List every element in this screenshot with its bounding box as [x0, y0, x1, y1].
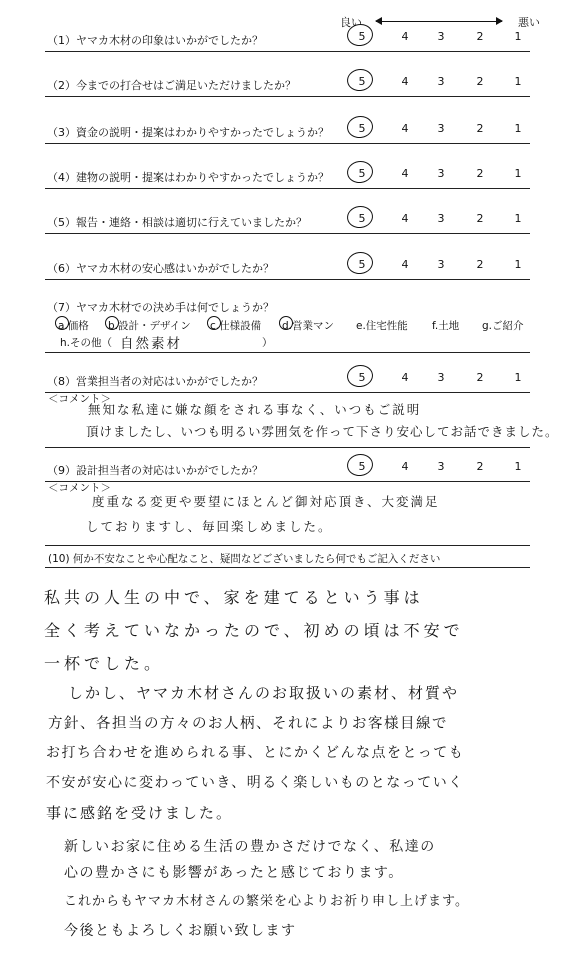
rating-2[interactable]: 2: [476, 371, 484, 384]
rating-5[interactable]: 5: [358, 371, 366, 384]
rating-4[interactable]: 4: [401, 371, 409, 384]
question-text: （7）ヤマカ木材での決め手は何でしょうか？: [47, 301, 274, 314]
comment-line: しておりますし、毎回楽しめました。: [86, 519, 333, 534]
rating-3[interactable]: 3: [437, 167, 445, 180]
option-price[interactable]: a.価格: [58, 318, 89, 333]
rating-2[interactable]: 2: [476, 258, 484, 271]
selected-circle-mark: [55, 316, 69, 330]
rating-3[interactable]: 3: [437, 212, 445, 225]
question-text: （5）報告・連絡・相談は適切に行えていましたか？: [47, 216, 307, 229]
answer-line: お打ち合わせを進められる事、とにかくどんな点をとっても: [46, 745, 465, 761]
rating-1[interactable]: 1: [514, 122, 522, 135]
comment-line: 無知な私達に嫌な顔をされる事なく、いつもご説明: [88, 402, 422, 417]
comment-line: 頂けましたし、いつも明るい雰囲気を作って下さり安心してお話できました。: [86, 424, 559, 439]
rating-1[interactable]: 1: [514, 212, 522, 225]
rating-4[interactable]: 4: [401, 460, 409, 473]
rating-4[interactable]: 4: [401, 122, 409, 135]
selected-circle-mark: [105, 316, 119, 330]
rating-5[interactable]: 5: [358, 75, 366, 88]
rating-2[interactable]: 2: [476, 122, 484, 135]
answer-line: しかし、ヤマカ木材さんのお取扱いの素材、材質や: [68, 684, 460, 702]
question-text: （6）ヤマカ木材の安心感はいかがでしたか？: [47, 262, 274, 275]
rating-1[interactable]: 1: [514, 30, 522, 43]
option-design[interactable]: b.設計・デザイン: [108, 318, 191, 333]
rating-4[interactable]: 4: [401, 75, 409, 88]
rating-5[interactable]: 5: [358, 258, 366, 271]
answer-line: 不安が安心に変わっていき、明るく楽しいものとなっていく: [46, 775, 464, 791]
question-text: （8）営業担当者の対応はいかがでしたか？: [47, 375, 263, 388]
rating-1[interactable]: 1: [514, 75, 522, 88]
rating-3[interactable]: 3: [437, 122, 445, 135]
comment-line: 度重なる変更や要望にほとんど御対応頂き、大変満足: [92, 494, 440, 509]
question-text: (10) 何か不安なことや心配なこと、疑問などございましたら何でもご記入ください: [48, 553, 441, 565]
rating-2[interactable]: 2: [476, 75, 484, 88]
rating-4[interactable]: 4: [401, 167, 409, 180]
comment-label: ＜コメント＞: [48, 393, 111, 405]
option-specs[interactable]: c.仕様設備: [210, 318, 261, 333]
question-row: [45, 297, 530, 315]
rating-4[interactable]: 4: [401, 258, 409, 271]
rating-1[interactable]: 1: [514, 460, 522, 473]
question-row: [45, 30, 530, 52]
answer-line: 全く考えていなかったので、初めの頃は不安で: [44, 621, 464, 640]
question-row: [45, 122, 530, 144]
rating-5[interactable]: 5: [358, 167, 366, 180]
selected-circle-mark: [279, 316, 293, 330]
option-other-label: h.その他（: [60, 337, 112, 349]
option-sales[interactable]: d.営業マン: [282, 318, 334, 333]
question-text: （9）設計担当者の対応はいかがでしたか？: [47, 464, 263, 477]
rating-1[interactable]: 1: [514, 258, 522, 271]
rating-2[interactable]: 2: [476, 30, 484, 43]
rating-2[interactable]: 2: [476, 460, 484, 473]
answer-line: 一杯でした。: [44, 654, 165, 673]
answer-line: これからもヤマカ木材さんの繁栄を心よりお祈り申し上げます。: [64, 894, 469, 909]
rating-3[interactable]: 3: [437, 30, 445, 43]
question-row: [45, 258, 530, 280]
question-text: （3）資金の説明・提案はわかりやすかったでしょうか？: [47, 126, 329, 139]
rating-1[interactable]: 1: [514, 167, 522, 180]
answer-line: 新しいお家に住める生活の豊かさだけでなく、私達の: [64, 839, 436, 855]
rating-5[interactable]: 5: [358, 30, 366, 43]
answer-line: 私共の人生の中で、家を建てるという事は: [44, 588, 424, 607]
double-arrow-icon: [376, 21, 502, 22]
question-text: （4）建物の説明・提案はわかりやすかったでしょうか？: [47, 171, 329, 184]
rating-5[interactable]: 5: [358, 122, 366, 135]
option-other-value: 自然素材: [120, 336, 182, 352]
question-row: [45, 371, 530, 393]
answer-line: 事に感銘を受けました。: [46, 804, 234, 822]
rating-1[interactable]: 1: [514, 371, 522, 384]
question-row: [45, 75, 530, 97]
rating-5[interactable]: 5: [358, 212, 366, 225]
answer-line: 心の豊かさにも影響があったと感じております。: [64, 865, 404, 881]
rating-3[interactable]: 3: [437, 460, 445, 473]
rating-2[interactable]: 2: [476, 167, 484, 180]
divider: [45, 545, 530, 546]
rating-3[interactable]: 3: [437, 75, 445, 88]
rating-5[interactable]: 5: [358, 460, 366, 473]
rating-2[interactable]: 2: [476, 212, 484, 225]
option-performance[interactable]: e.住宅性能: [356, 320, 408, 332]
option-land[interactable]: f.土地: [432, 320, 460, 332]
comment-label: ＜コメント＞: [48, 482, 111, 494]
rating-4[interactable]: 4: [401, 212, 409, 225]
answer-line: 今後ともよろしくお願い致します: [64, 923, 297, 939]
answer-line: 方針、各担当の方々のお人柄、それによりお客様目線で: [48, 716, 448, 732]
scale-good-label: 良い: [340, 16, 362, 29]
divider: [45, 447, 530, 448]
divider: [45, 567, 530, 568]
scale-bad-label: 悪い: [518, 16, 540, 29]
selected-circle-mark: [207, 316, 221, 330]
question-text: （1）ヤマカ木材の印象はいかがでしたか？: [47, 34, 263, 47]
divider: [45, 352, 530, 353]
rating-4[interactable]: 4: [401, 30, 409, 43]
rating-3[interactable]: 3: [437, 258, 445, 271]
option-referral[interactable]: g.ご紹介: [482, 320, 524, 332]
question-row: [45, 212, 530, 234]
option-other-close: ）: [262, 337, 273, 349]
rating-3[interactable]: 3: [437, 371, 445, 384]
question-row: [45, 460, 530, 482]
question-text: （2）今までの打合せはご満足いただけましたか？: [47, 79, 296, 92]
question-row: [45, 167, 530, 189]
